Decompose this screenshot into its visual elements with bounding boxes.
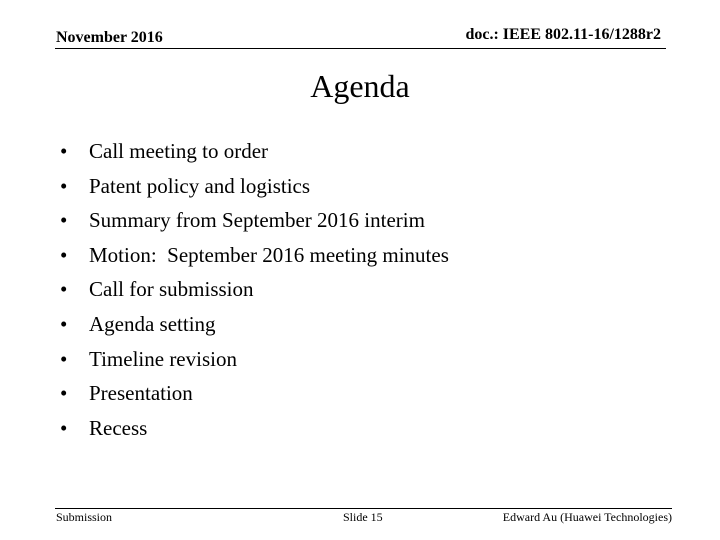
footer-submission: Submission — [56, 510, 113, 524]
agenda-item-text: Agenda setting — [89, 311, 216, 336]
agenda-item-text: Recess — [89, 415, 148, 440]
bullet-icon: • — [60, 277, 68, 302]
bullet-icon: • — [60, 139, 68, 163]
bullet-icon: • — [60, 173, 68, 198]
header-document-id: doc.: IEEE 802.11-16/1288r2 — [465, 26, 661, 43]
footer-divider — [55, 508, 672, 509]
agenda-item-text: Patent policy and logistics — [89, 173, 311, 198]
footer-slide-number: Slide 15 — [343, 510, 383, 524]
agenda-item-text: Call meeting to order — [89, 139, 269, 163]
header-divider — [55, 48, 666, 49]
agenda-item-text: Summary from September 2016 interim — [89, 208, 425, 233]
bullet-icon: • — [60, 208, 68, 233]
header-date: November 2016 — [56, 29, 163, 46]
bullet-icon: • — [60, 415, 68, 440]
agenda-item-text: Timeline revision — [89, 346, 237, 371]
slide-title: Agenda — [310, 68, 410, 104]
bullet-icon: • — [60, 346, 68, 371]
bullet-icon: • — [60, 381, 68, 406]
agenda-item-text: Motion: September 2016 meeting minutes — [89, 242, 449, 267]
agenda-item-text: Presentation — [89, 381, 193, 406]
bullet-icon: • — [60, 242, 68, 267]
agenda-item-text: Call for submission — [89, 277, 254, 302]
footer-author: Edward Au (Huawei Technologies) — [502, 510, 672, 524]
bullet-icon: • — [60, 311, 68, 336]
